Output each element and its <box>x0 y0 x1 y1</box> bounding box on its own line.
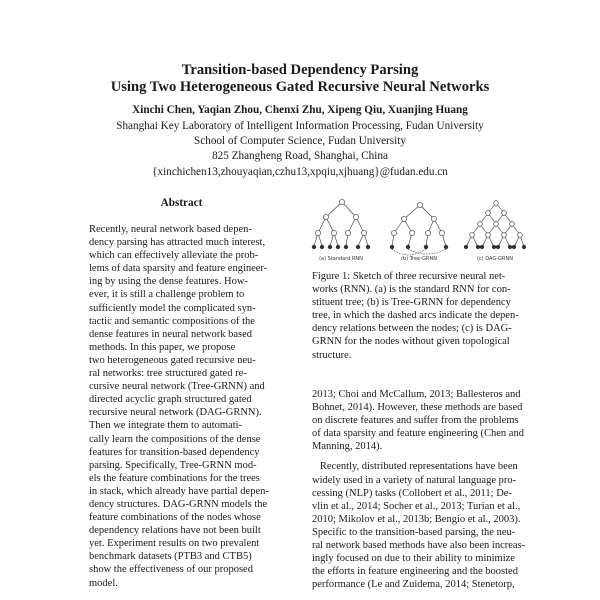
body-line: Manning, 2014). <box>312 441 383 453</box>
caption-line: Figure 1: Sketch of three recursive neural net- <box>312 271 506 282</box>
abstract-line: lems of data sparsity and feature engineer- <box>89 263 268 275</box>
abstract-heading: Abstract <box>160 197 203 209</box>
caption-line: works (RNN). (a) is the standard RNN for con- <box>312 284 511 296</box>
body-line: ingly focused on due to their ability to minimize <box>312 553 515 565</box>
abstract-line: dency structures. DAG-GRNN models the <box>89 498 268 510</box>
abstract-line: show the effectiveness of our proposed <box>89 564 253 576</box>
caption-line: GRNN for the nodes without given topological <box>312 336 510 348</box>
body-line: Specific to the transition-based parsing, the neu- <box>312 526 516 538</box>
figure-caption <box>312 270 532 362</box>
abstract-line: Recently, neural network based depen- <box>89 224 252 235</box>
figure-sublabel-c: (c) DAG-GRNN <box>476 256 514 262</box>
standard-rnn-diagram <box>314 202 368 246</box>
caption-line: dency relations between the nodes; (c) is DAG- <box>312 323 512 335</box>
caption-line: tree, in which the dashed arcs indicate the depen- <box>312 310 519 322</box>
abstract-line: tactic and semantic compositions of the <box>89 315 255 327</box>
abstract-line: directed acyclic graph structured gated <box>89 394 252 406</box>
abstract-line: ing by using the dense features. How- <box>89 276 248 288</box>
abstract-line: ever, it is still a challenge problem to <box>89 289 245 301</box>
abstract-line: cally learn the compositions of the dense <box>89 433 261 445</box>
abstract-line: parsing. Specifically, Tree-GRNN mod- <box>89 459 257 471</box>
body-line: widely used in a variety of natural language pro- <box>312 474 517 486</box>
abstract-line: sufficiently model the complicated syn- <box>89 302 256 314</box>
affiliation-line: 825 Zhangheng Road, Shanghai, China <box>212 150 388 163</box>
title-line-1: Transition-based Dependency Parsing <box>181 62 419 78</box>
paper-title <box>0 62 600 96</box>
body-line: cessing (NLP) tasks (Collobert et al., 2011; De- <box>312 487 512 499</box>
abstract-line: Then we integrate them to automati- <box>89 420 243 432</box>
body-line: Bohnet, 2014). However, these methods are based <box>312 402 523 414</box>
tree-grnn-diagram <box>392 205 446 255</box>
abstract-line: els the feature combinations for the trees <box>89 472 260 484</box>
body-text <box>312 388 532 591</box>
abstract-line: dependency relations have not been built <box>89 525 261 537</box>
caption-line: stituent tree; (b) is Tree-GRNN for dependency <box>312 297 511 309</box>
body-line: on discrete features and suffer from the problems <box>312 415 519 427</box>
abstract-line: recursive neural network (DAG-GRNN). <box>89 407 262 419</box>
body-line: the efforts in feature engineering and the boosted <box>312 566 518 578</box>
abstract-line: ral networks: tree structured gated re- <box>89 368 247 380</box>
figure-sublabel-a: (a) Standard RNN <box>319 256 363 262</box>
body-line: performance (Le and Zuidema, 2014; Stenetorp, <box>312 579 515 591</box>
figure-sublabel-b: (b) Tree-GRNN <box>401 256 437 262</box>
abstract-line: yet. Experiment results on two prevalent <box>89 538 260 550</box>
body-line: vlin et al., 2014; Socher et al., 2013; Turian et al., <box>312 500 521 512</box>
abstract-line: in stack, which already have partial depen- <box>89 485 269 497</box>
abstract-line: feature combinations of the nodes whose <box>89 512 261 524</box>
affiliation-line: Shanghai Key Laboratory of Intelligent Information Processing, Fudan University <box>116 120 484 132</box>
body-line: of data sparsity and feature engineering (Chen and <box>312 428 524 440</box>
abstract-line: dense features in neural network based <box>89 328 252 340</box>
abstract-line: features for transition-based dependency <box>89 446 260 458</box>
abstract-line: dency parsing has attracted much interest, <box>89 237 266 249</box>
abstract-line: cursive neural network (Tree-GRNN) and <box>89 381 265 393</box>
body-line: Recently, distributed representations have been <box>312 461 518 473</box>
affiliation-line: School of Computer Science, Fudan University <box>194 135 406 148</box>
author-emails: {xinchichen13,zhouyaqian,czhu13,xpqiu,xjhuang}@fudan.edu.cn <box>152 165 448 178</box>
abstract-line: methods. In this paper, we propose <box>89 341 236 353</box>
rnn-sketch-figure <box>308 193 528 265</box>
title-line-2: Using Two Heterogeneous Gated Recursive Neural Networks <box>110 79 490 95</box>
affiliation-block <box>0 119 600 180</box>
abstract-body <box>89 223 274 590</box>
abstract-line: two heterogeneous gated recursive neu- <box>89 354 256 366</box>
body-line: 2010; Mikolov et al., 2013b; Bengio et al., 2003). <box>312 513 521 525</box>
abstract-line: model. <box>89 577 118 589</box>
body-line: 2013; Choi and McCallum, 2013; Ballesteros and <box>312 389 521 400</box>
abstract-line: benchmark datasets (PTB3 and CTB5) <box>89 551 252 563</box>
caption-line: structure. <box>312 349 352 361</box>
author-list: Xinchi Chen, Yaqian Zhou, Chenxi Zhu, Xipeng Qiu, Xuanjing Huang <box>132 104 468 116</box>
body-line: ral network based methods have also been increas- <box>312 540 526 552</box>
abstract-line: which can effectively alleviate the prob- <box>89 250 259 262</box>
